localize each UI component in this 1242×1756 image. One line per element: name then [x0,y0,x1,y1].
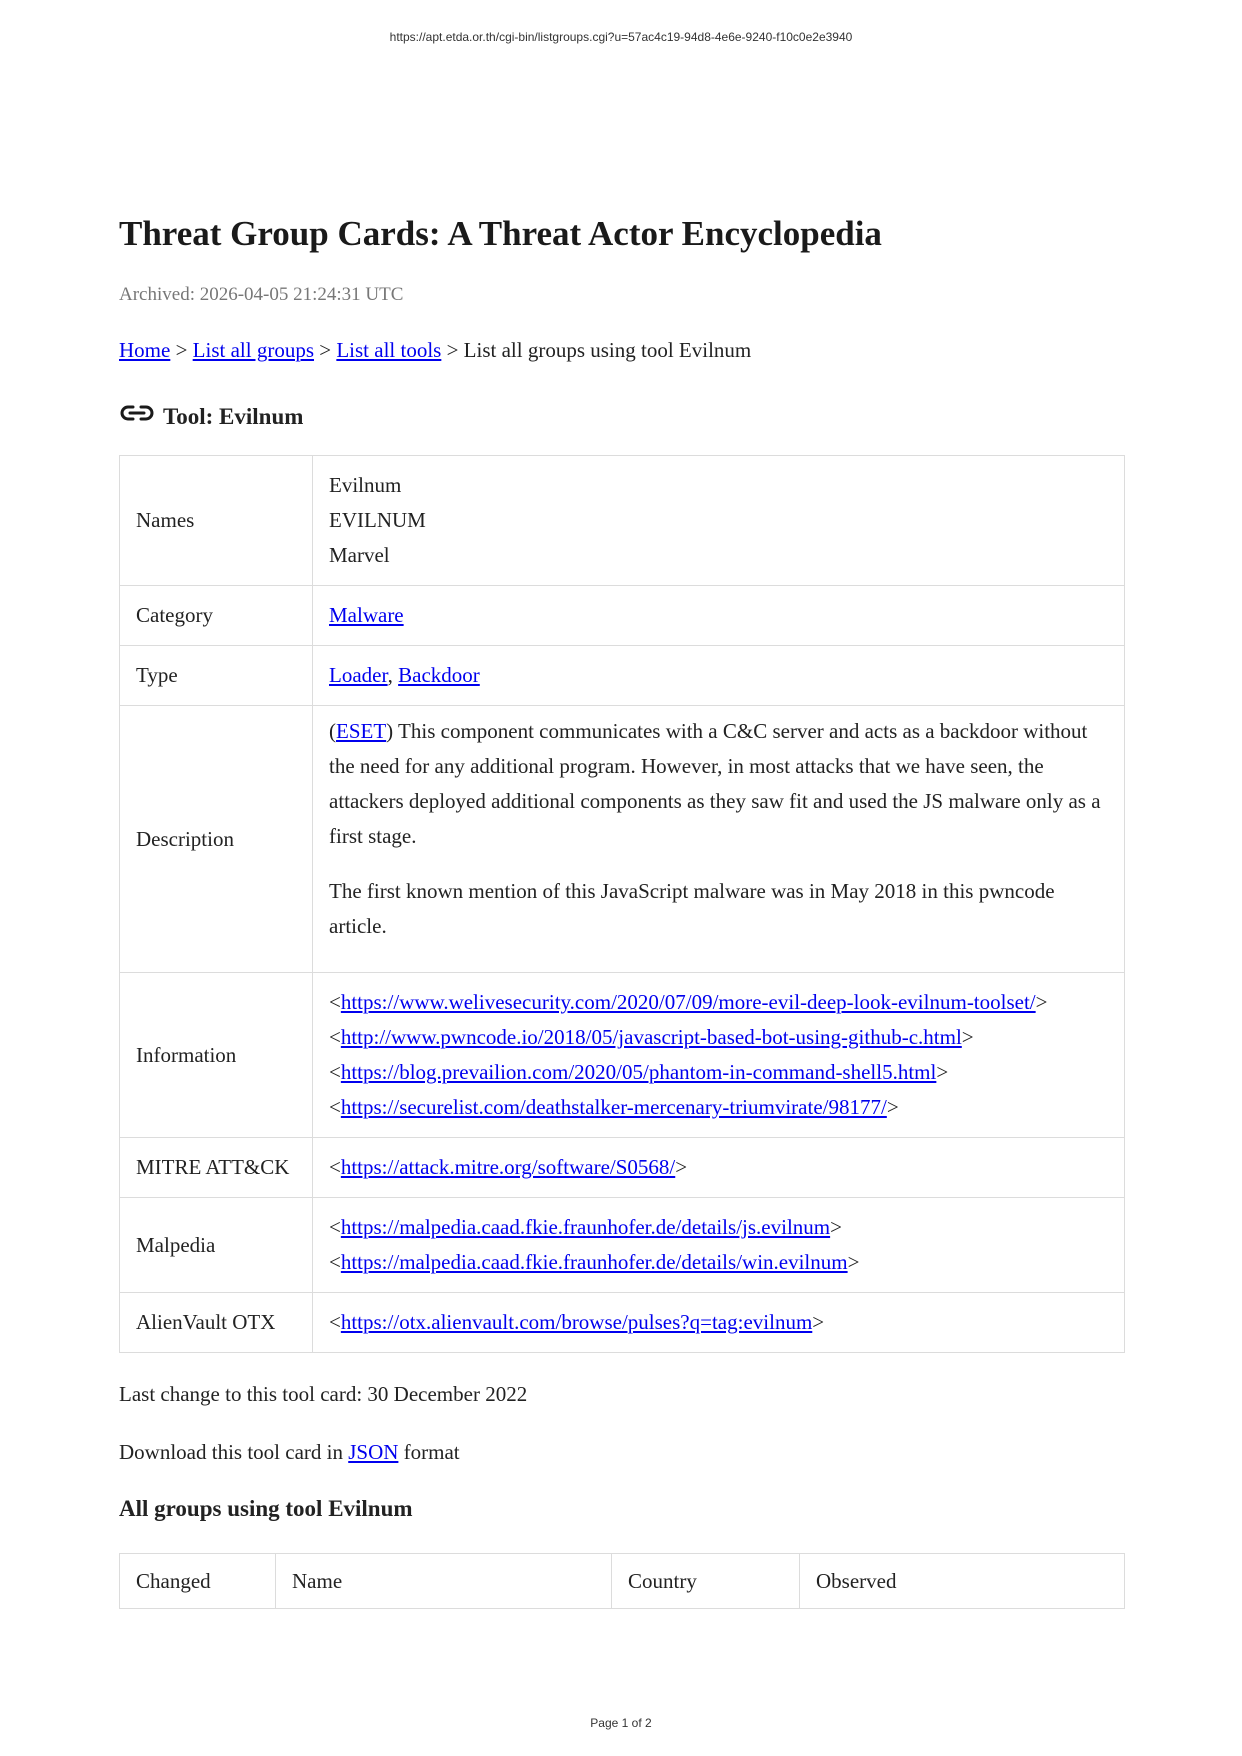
reference-entry: <https://attack.mitre.org/software/S0568/> [329,1155,688,1179]
table-row-information [120,973,1125,1138]
description-paragraph [329,714,1108,854]
page-number: Page 1 of 2 [590,1716,652,1730]
breadcrumb-separator: > [314,338,337,362]
type-backdoor-link[interactable]: Backdoor [398,663,480,687]
reference-link[interactable]: https://www.welivesecurity.com/2020/07/09/more-evil-deep-look-evilnum-toolset/ [340,990,1036,1014]
otx-links [313,1293,1125,1353]
description-paragraph: The first known mention of this JavaScript malware was in May 2018 in this pwncode article. [329,879,1055,938]
tool-info-table [119,455,1125,1353]
row-label: Category [120,586,313,646]
row-label: AlienVault OTX [120,1293,313,1353]
reference-entry: <https://securelist.com/deathstalker-mercenary-triumvirate/98177/> [329,1095,899,1119]
eset-source-link[interactable]: ESET [336,719,387,743]
download-prefix: Download this tool card in [119,1440,349,1464]
reference-entry: <http://www.pwncode.io/2018/05/javascript-based-bot-using-github-c.html> [329,1025,974,1049]
reference-entry: <https://malpedia.caad.fkie.fraunhofer.de/details/js.evilnum> [329,1215,842,1239]
breadcrumb-current: > List all groups using tool Evilnum [441,338,752,362]
page-title: Threat Group Cards: A Threat Actor Encyclopedia [119,214,882,253]
malpedia-links [313,1198,1125,1293]
link-icon [119,401,155,425]
row-label: Description [120,706,313,973]
breadcrumb-separator: > [170,338,193,362]
malpedia-link[interactable]: https://malpedia.caad.fkie.fraunhofer.de/details/win.evilnum [340,1250,848,1274]
mitre-links [313,1138,1125,1198]
table-row-mitre [120,1138,1125,1198]
name-value: Marvel [329,543,390,567]
column-header-country[interactable]: Country [612,1554,800,1609]
reference-link[interactable]: https://securelist.com/deathstalker-mercenary-triumvirate/98177/ [340,1095,887,1119]
download-suffix: format [398,1440,460,1464]
tool-heading-text: Tool: Evilnum [163,404,304,429]
last-change-text: Last change to this tool card: 30 December 2022 [119,1382,528,1406]
breadcrumb-tools-link[interactable]: List all tools [336,338,442,362]
groups-table [119,1553,1125,1609]
row-label: Names [120,456,313,586]
table-row-malpedia [120,1198,1125,1293]
page-content [119,210,1125,1609]
reference-entry: <https://www.welivesecurity.com/2020/07/09/more-evil-deep-look-evilnum-toolset/> [329,990,1048,1014]
breadcrumb-home-link[interactable]: Home [119,338,171,362]
name-value: EVILNUM [329,508,426,532]
type-loader-link[interactable]: Loader [329,663,388,687]
column-header-changed[interactable]: Changed [120,1554,276,1609]
print-header-url: https://apt.etda.or.th/cgi-bin/listgroups.cgi?u=57ac4c19-94d8-4e6e-9240-f10c0e2e3940 [389,30,853,44]
paren-text: ( [329,719,336,743]
table-row-type [120,646,1125,706]
table-row-otx [120,1293,1125,1353]
category-malware-link[interactable]: Malware [329,603,404,627]
names-values [313,456,1125,586]
table-row-category [120,586,1125,646]
reference-link[interactable]: http://www.pwncode.io/2018/05/javascript-based-bot-using-github-c.html [340,1025,962,1049]
mitre-link[interactable]: https://attack.mitre.org/software/S0568/ [340,1155,676,1179]
reference-link[interactable]: https://blog.prevailion.com/2020/05/phantom-in-command-shell5.html [340,1060,937,1084]
json-download-link[interactable]: JSON [348,1440,399,1464]
table-row-names [120,456,1125,586]
column-header-name[interactable]: Name [276,1554,612,1609]
reference-entry: <https://malpedia.caad.fkie.fraunhofer.de/details/win.evilnum> [329,1250,860,1274]
download-line [119,1437,1125,1467]
row-label: Information [120,973,313,1138]
groups-header-row [120,1554,1125,1609]
type-separator: , [387,663,399,687]
archived-timestamp: Archived: 2026-04-05 21:24:31 UTC [119,284,404,305]
reference-entry: <https://otx.alienvault.com/browse/pulses?q=tag:evilnum> [329,1310,825,1334]
otx-link[interactable]: https://otx.alienvault.com/browse/pulses?q=tag:evilnum [340,1310,813,1334]
description-text: ) This component communicates with a C&C server and acts as a backdoor without the need for any additional program. However, in most attacks that we have seen, the attackers deployed additional components as they saw fit and used the JS malware only as a first stage. [329,719,1101,848]
row-label: Malpedia [120,1198,313,1293]
reference-entry: <https://blog.prevailion.com/2020/05/phantom-in-command-shell5.html> [329,1060,949,1084]
column-header-observed[interactable]: Observed [800,1554,1125,1609]
tool-heading [119,401,1125,433]
information-links [313,973,1125,1138]
malpedia-link[interactable]: https://malpedia.caad.fkie.fraunhofer.de/details/js.evilnum [340,1215,831,1239]
table-row-description [120,706,1125,973]
name-value: Evilnum [329,473,402,497]
breadcrumb [119,335,1125,365]
category-value [313,586,1125,646]
breadcrumb-groups-link[interactable]: List all groups [192,338,314,362]
type-value [313,646,1125,706]
row-label: MITRE ATT&CK [120,1138,313,1198]
groups-heading: All groups using tool Evilnum [119,1496,413,1521]
row-label: Type [120,646,313,706]
description-value [313,706,1125,973]
